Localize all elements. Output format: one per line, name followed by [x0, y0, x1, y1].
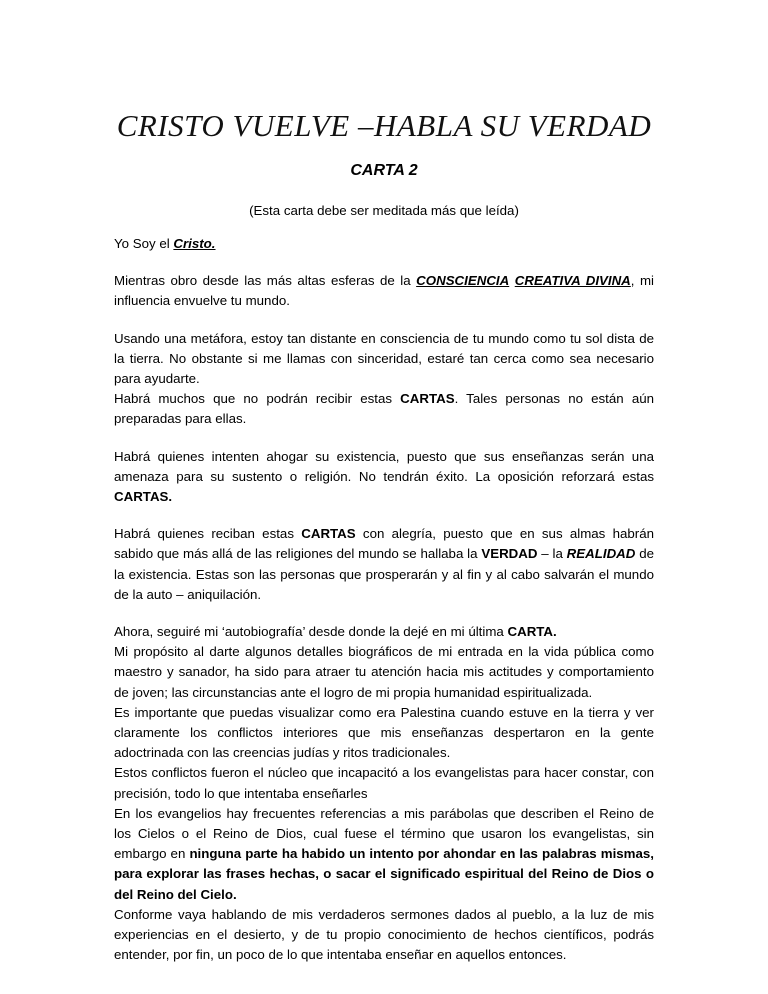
paragraph: Ahora, seguiré mi ‘autobiografía’ desde donde la dejé en mi última CARTA.: [114, 624, 557, 640]
paragraph: Yo Soy el Cristo.: [114, 236, 216, 251]
emphasis: CREATIVA DIVINA: [514, 273, 631, 289]
subtitle: (Esta carta debe ser meditada más que leída): [249, 203, 519, 218]
emphasis: ninguna parte ha habido un intento por ahondar en las palabras mismas, para explorar las frases hechas, o sacar el significado espiritual del Reino de Dios o del Reino del Cielo.: [114, 846, 654, 902]
paragraph: Mientras obro desde las más altas esferas de la CONSCIENCIA CREATIVA DIVINA, mi influencia envuelve tu mundo.: [114, 273, 655, 309]
paragraph: Usando una metáfora, estoy tan distante en consciencia de tu mundo como tu sol dista de la tierra. No obstante si me llamas con sinceridad, estaré tan cerca como sea necesario para ayudarte.: [114, 330, 654, 387]
paragraph: Es importante que puedas visualizar como era Palestina cuando estuve en la tierra y ver claramente los conflictos interiores que mis enseñanzas despertaron en la gente adoctrinada con las creencias judías y ritos tradicionales.: [114, 704, 654, 761]
paragraph: Habrá quienes reciban estas CARTAS con alegría, puesto que en sus almas habrán sabido que más allá de las religiones del mundo se hallaba la VERDAD – la REALIDAD de la existencia. Estas son las personas que prosperarán y al fin y al cabo salvarán el mundo de la auto – aniquilación.: [114, 526, 654, 602]
emphasis: CARTA.: [507, 624, 557, 640]
emphasis: VERDAD: [481, 546, 538, 562]
paragraph: Habrá muchos que no podrán recibir estas CARTAS. Tales personas no están aún preparadas para ellas.: [114, 391, 655, 427]
emphasis: Cristo.: [173, 236, 216, 251]
paragraph: Habrá quienes intenten ahogar su existencia, puesto que sus enseñanzas serán una amenaza para su sustento o religión. No tendrán éxito. La oposición reforzará estas CARTAS.: [114, 448, 654, 505]
emphasis: CARTAS: [400, 391, 455, 407]
letter-heading: CARTA 2: [350, 162, 418, 179]
paragraph: Mi propósito al darte algunos detalles biográficos de mi entrada en la vida pública como maestro y sanador, ha sido para atraer tu atención hacia mis actitudes y comportamiento de joven; las circunstancias ante el logro de mi propia humanidad espiritualizada.: [114, 644, 654, 700]
document-body: [114, 234, 654, 983]
emphasis: CONSCIENCIA: [416, 273, 510, 289]
paragraph: En los evangelios hay frecuentes referencias a mis parábolas que describen el Reino de los Cielos o el Reino de Dios, cual fuese el término que usaron los evangelistas, sin embargo en ninguna parte ha habido un intento por ahondar en las palabras mismas, para explorar las frases hechas, o sacar el significado espiritual del Reino de Dios o del Reino del Cielo.: [114, 805, 654, 902]
emphasis: CARTAS.: [114, 489, 173, 505]
emphasis: CARTAS: [301, 526, 356, 542]
document-title: CRISTO VUELVE –HABLA SU VERDAD: [116, 108, 652, 143]
paragraph: Estos conflictos fueron el núcleo que incapacitó a los evangelistas para hacer constar, con precisión, todo lo que intentaba enseñarles: [114, 765, 654, 801]
paragraph: Conforme vaya hablando de mis verdaderos sermones dados al pueblo, a la luz de mis experiencias en el desierto, y de tu propio conocimiento de hechos científicos, podrás entender, por fin, un poco de lo que intentaba enseñar en aquellos entonces.: [114, 906, 654, 963]
emphasis: REALIDAD: [566, 546, 636, 562]
